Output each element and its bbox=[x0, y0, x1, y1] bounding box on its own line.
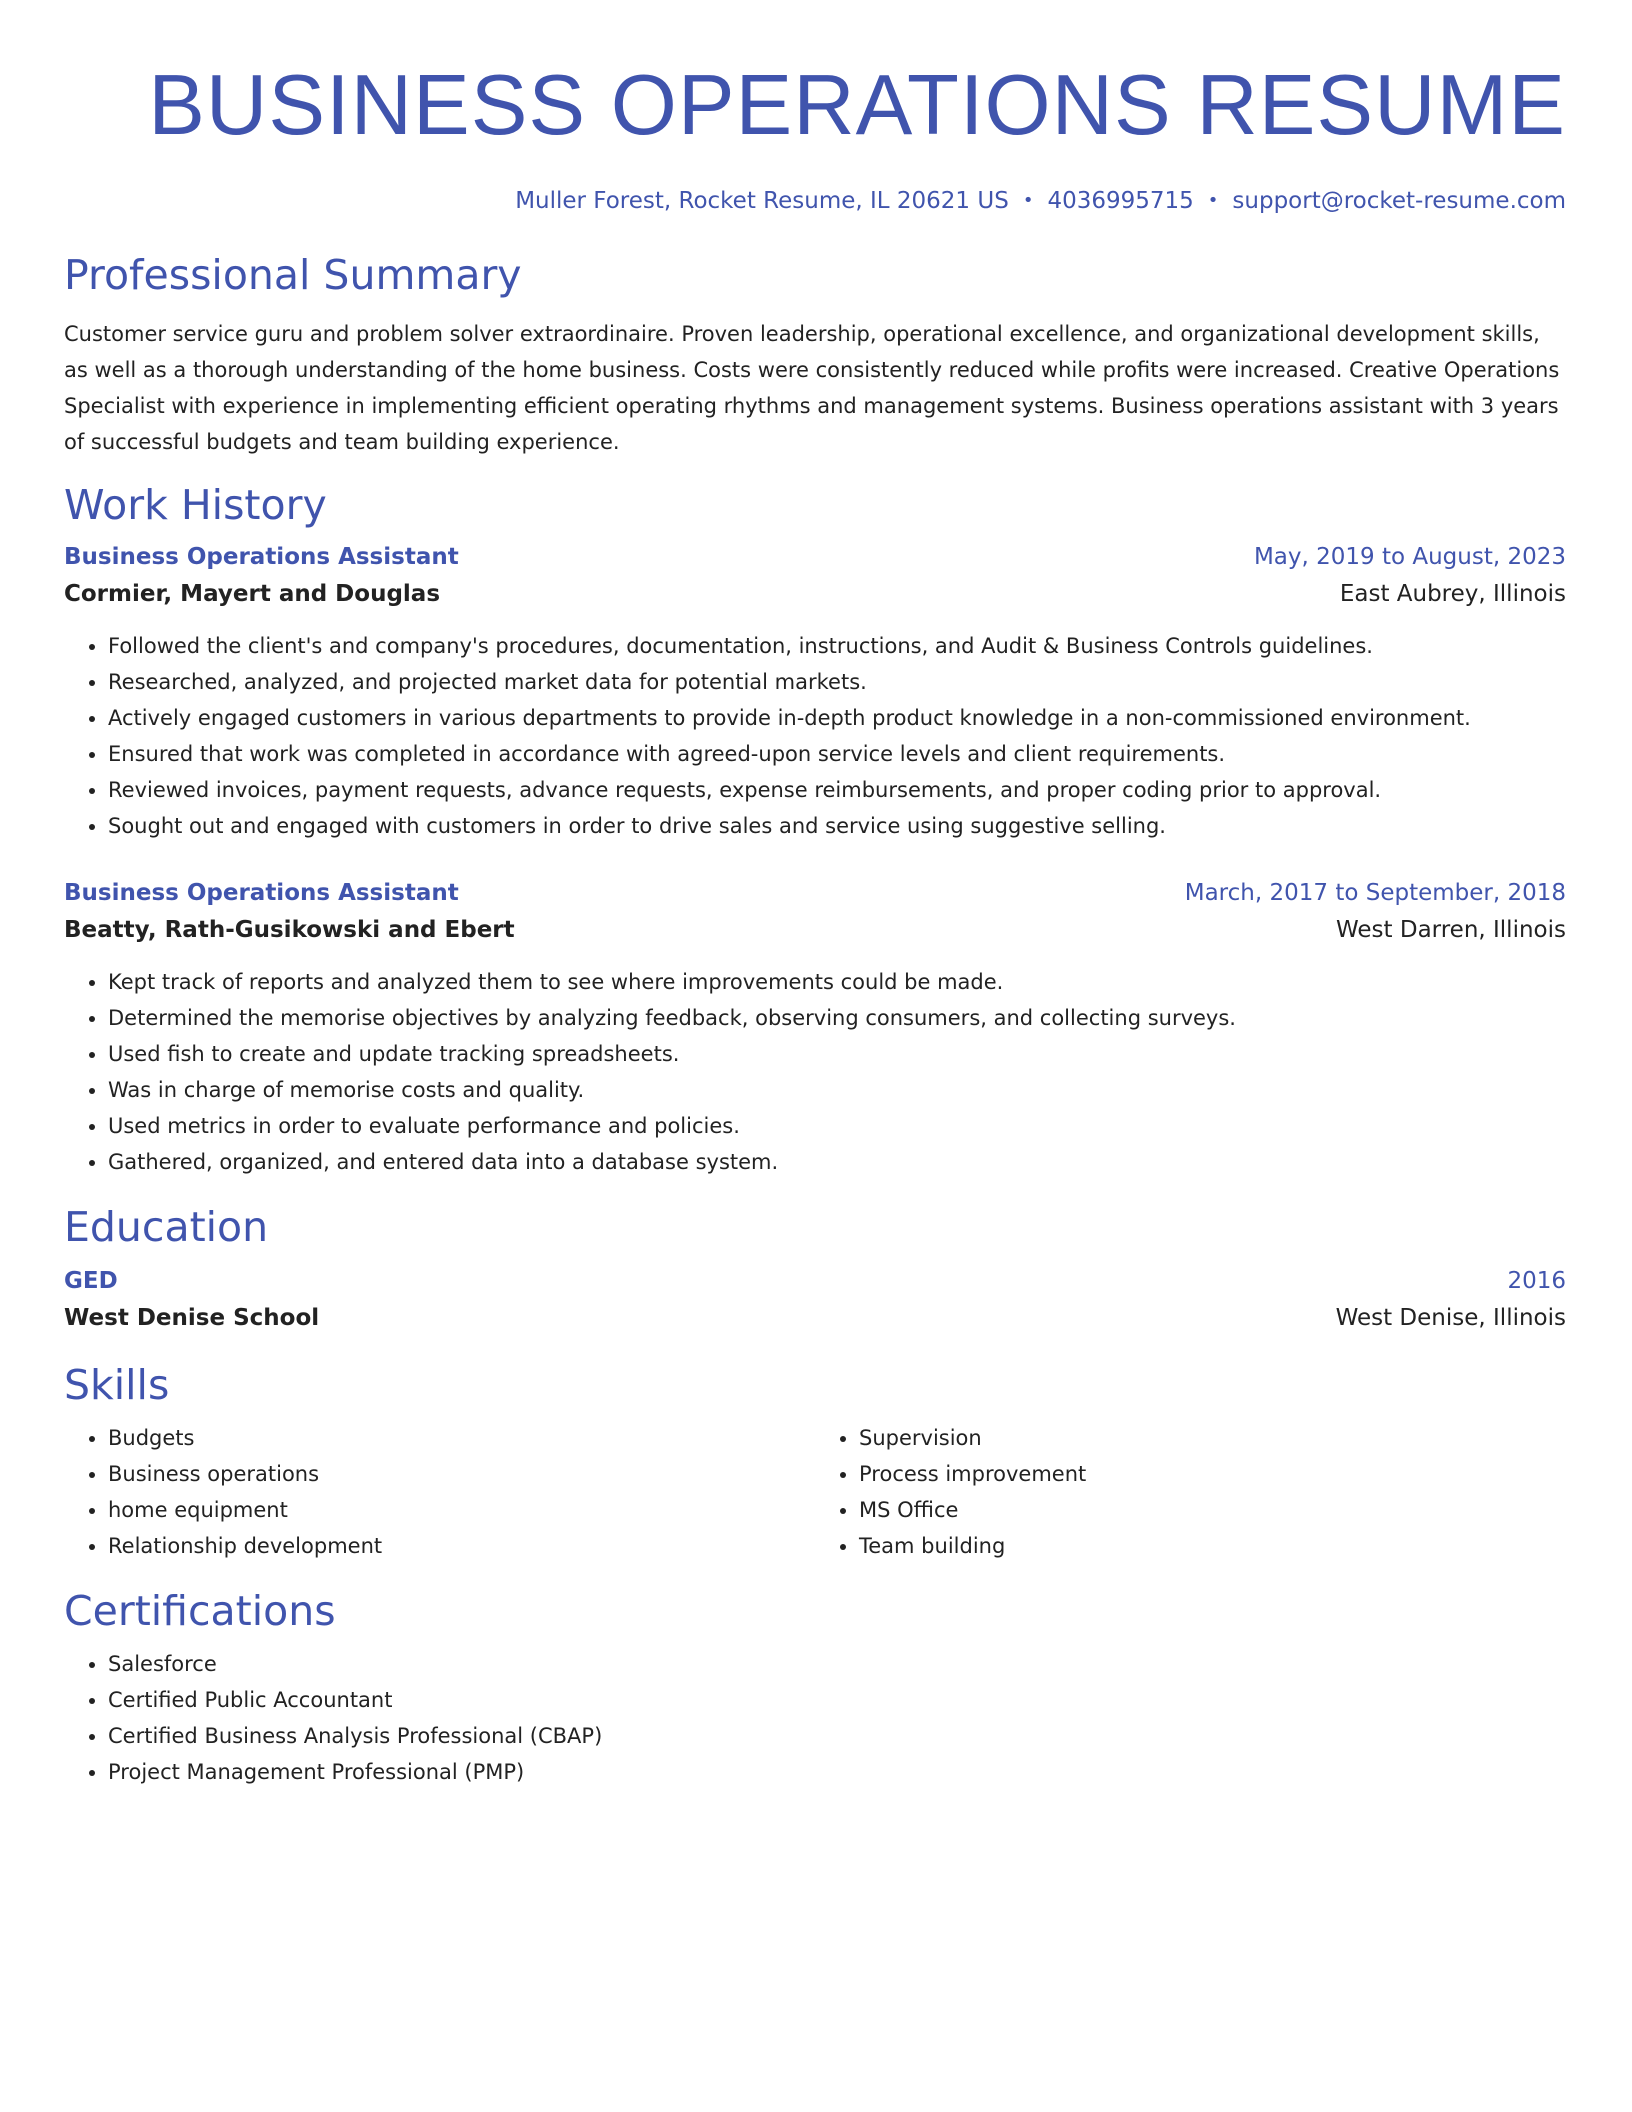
job-bullet: • Sought out and engaged with customers in order to drive sales and service using suggestive selling. bbox=[108, 808, 1566, 844]
job-entry bbox=[64, 876, 1566, 1180]
job-company: Beatty, Rath-Gusikowski and Ebert bbox=[64, 917, 515, 943]
education-year: 2016 bbox=[1507, 1268, 1566, 1294]
skill-item: • MS Office bbox=[859, 1492, 1566, 1528]
job-entry bbox=[64, 540, 1566, 844]
education-school: West Denise School bbox=[64, 1305, 320, 1331]
job-bullet: • Reviewed invoices, payment requests, advance requests, expense reimbursements, and proper coding prior to approval. bbox=[108, 772, 1566, 808]
contact-separator: • bbox=[1207, 190, 1219, 211]
job-bullet: • Used metrics in order to evaluate performance and policies. bbox=[108, 1108, 1566, 1144]
skill-item: • Supervision bbox=[859, 1420, 1566, 1456]
job-bullets bbox=[64, 628, 1566, 844]
contact-line bbox=[64, 186, 1566, 216]
job-dates: March, 2017 to September, 2018 bbox=[1184, 880, 1566, 906]
contact-address: Muller Forest, Rocket Resume, IL 20621 US bbox=[515, 188, 1009, 214]
job-bullet: • Was in charge of memorise costs and quality. bbox=[108, 1072, 1566, 1108]
certification-item: • Certified Business Analysis Professional (CBAP) bbox=[108, 1718, 1566, 1754]
certification-item: • Salesforce bbox=[108, 1646, 1566, 1682]
certifications-heading: Certifications bbox=[64, 1587, 336, 1635]
contact-separator: • bbox=[1022, 190, 1034, 211]
education-degree: GED bbox=[64, 1268, 118, 1294]
contact-phone: 4036995715 bbox=[1047, 188, 1194, 214]
resume-title: BUSINESS OPERATIONS RESUME bbox=[148, 58, 1566, 153]
job-bullet: • Kept track of reports and analyzed them to see where improvements could be made. bbox=[108, 964, 1566, 1000]
job-bullet: • Actively engaged customers in various departments to provide in-depth product knowledge in a non-commissioned environment. bbox=[108, 700, 1566, 736]
education-location: West Denise, Illinois bbox=[1335, 1305, 1566, 1331]
job-bullet: • Researched, analyzed, and projected market data for potential markets. bbox=[108, 664, 1566, 700]
skill-item: • Business operations bbox=[108, 1456, 815, 1492]
job-bullet: • Gathered, organized, and entered data into a database system. bbox=[108, 1144, 1566, 1180]
skills-grid bbox=[64, 1420, 1566, 1564]
certifications-list bbox=[64, 1646, 1566, 1790]
certification-item: • Certified Public Accountant bbox=[108, 1682, 1566, 1718]
certification-item: • Project Management Professional (PMP) bbox=[108, 1754, 1566, 1790]
summary-heading: Professional Summary bbox=[64, 251, 522, 299]
contact-email[interactable]: support@rocket-resume.com bbox=[1232, 188, 1566, 214]
job-bullet: • Used fish to create and update tracking spreadsheets. bbox=[108, 1036, 1566, 1072]
skill-item: • Team building bbox=[859, 1528, 1566, 1564]
job-dates: May, 2019 to August, 2023 bbox=[1253, 544, 1566, 570]
job-title: Business Operations Assistant bbox=[64, 544, 459, 570]
job-location: West Darren, Illinois bbox=[1336, 917, 1566, 943]
job-title: Business Operations Assistant bbox=[64, 880, 459, 906]
skill-item: • Process improvement bbox=[859, 1456, 1566, 1492]
job-bullets bbox=[64, 964, 1566, 1180]
work-history-heading: Work History bbox=[64, 481, 327, 529]
skills-column-right bbox=[815, 1420, 1566, 1564]
skills-heading: Skills bbox=[64, 1361, 170, 1409]
skills-column-left bbox=[64, 1420, 815, 1564]
job-location: East Aubrey, Illinois bbox=[1339, 581, 1566, 607]
resume-page bbox=[64, 0, 1566, 1790]
job-bullet: • Determined the memorise objectives by analyzing feedback, observing consumers, and collecting surveys. bbox=[108, 1000, 1566, 1036]
skill-item: • home equipment bbox=[108, 1492, 815, 1528]
job-bullet: • Followed the client's and company's procedures, documentation, instructions, and Audit & Business Controls guidelines. bbox=[108, 628, 1566, 664]
skill-item: • Budgets bbox=[108, 1420, 815, 1456]
education-entry bbox=[64, 1264, 1566, 1338]
job-bullet: • Ensured that work was completed in accordance with agreed-upon service levels and client requirements. bbox=[108, 736, 1566, 772]
summary-text: Customer service guru and problem solver extraordinaire. Proven leadership, operational excellence, and organizational development skills, as well as a thorough understanding of the home business. Costs were consistently reduced while profits were increased. Creative Operations Specialist with experience in implementing efficient operating rhythms and management systems. Business operations assistant with 3 years of successful budgets and team building experience. bbox=[64, 322, 1560, 454]
education-heading: Education bbox=[64, 1203, 269, 1251]
job-company: Cormier, Mayert and Douglas bbox=[64, 581, 441, 607]
skill-item: • Relationship development bbox=[108, 1528, 815, 1564]
